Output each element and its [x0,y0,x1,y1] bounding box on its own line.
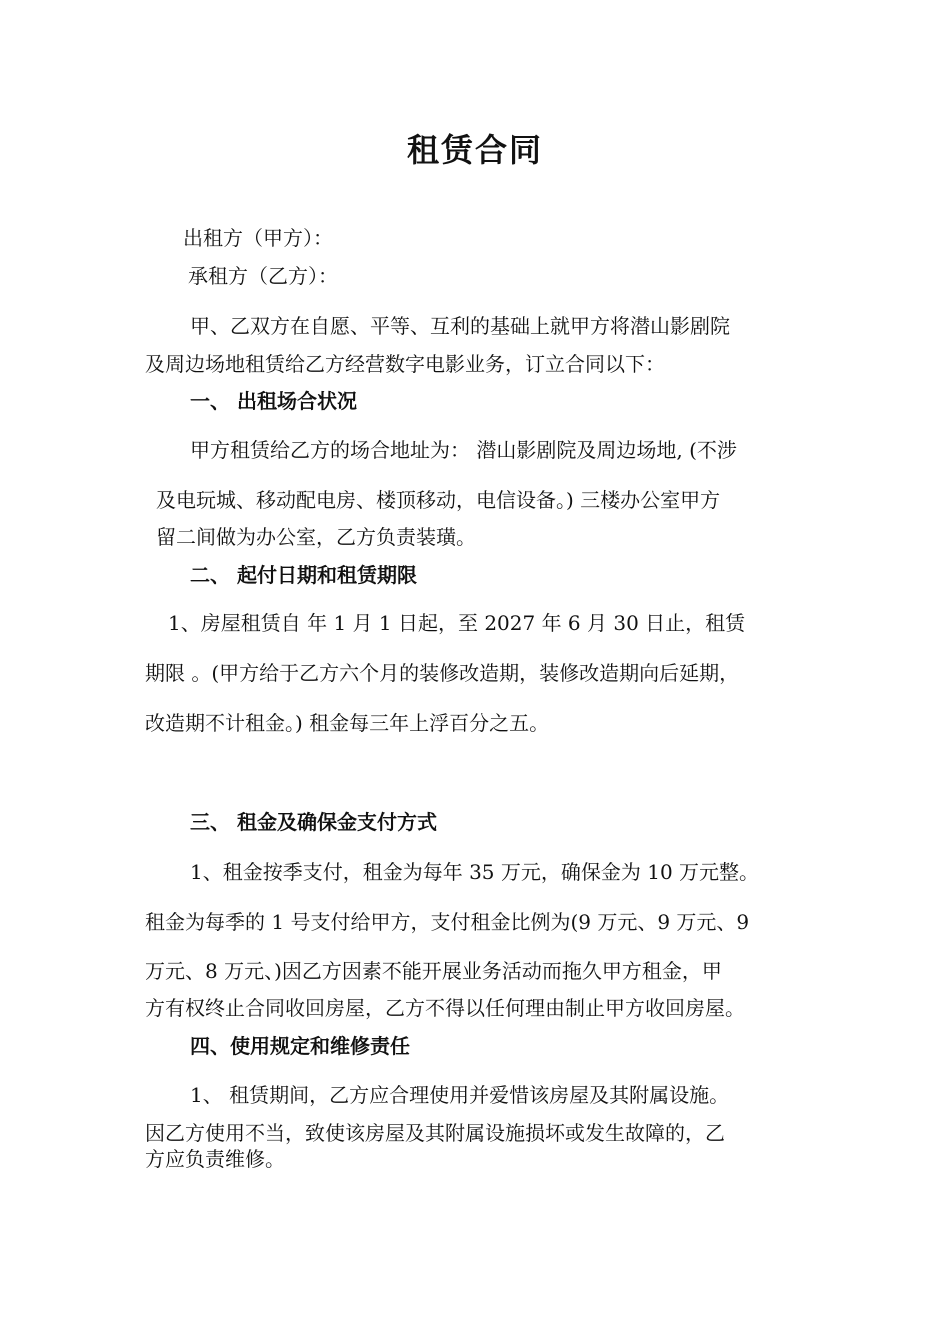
section-2-line-3: 改造期不计租金。) 租金每三年上浮百分之五。 [145,711,550,735]
intro-line-1: 甲、乙双方在自愿、平等、互利的基础上就甲方将潜山影剧院 [190,314,730,338]
section-3-line-3: 万元、8 万元、)因乙方因素不能开展业务活动而拖久甲方租金，甲 [145,959,722,983]
section-1-heading: 一、 出租场合状况 [190,389,357,413]
section-4-line-2: 因乙方使用不当，致使该房屋及其附属设施损坏或发生故障的，乙 [145,1121,725,1145]
section-3-line-2: 租金为每季的 1 号支付给甲方，支付租金比例为(9 万元、9 万元、9 [145,910,750,934]
section-4-line-1: 1、 租赁期间，乙方应合理使用并爱惜该房屋及其附属设施。 [190,1083,730,1107]
section-1-line-3: 留二间做为办公室，乙方负责装璜。 [156,525,476,549]
lessee-line: 承租方（乙方）： [188,264,338,288]
section-2-line-2: 期限 。(甲方给于乙方六个月的装修改造期，装修改造期向后延期， [145,661,740,685]
section-1-line-2: 及电玩城、移动配电房、楼顶移动，电信设备。) 三楼办公室甲方 [156,488,721,512]
document-title: 租赁合同 [406,131,543,169]
lessor-line: 出租方（甲方）： [183,226,333,250]
section-3-line-1: 1、租金按季支付，租金为每年 35 万元，确保金为 10 万元整。 [190,860,760,884]
section-1-line-1: 甲方租赁给乙方的场合地址为： 潜山影剧院及周边场地, (不涉 [190,438,737,462]
section-2-heading: 二、 起付日期和租赁期限 [190,563,417,587]
section-3-line-4: 方有权终止合同收回房屋，乙方不得以任何理由制止甲方收回房屋。 [145,996,745,1020]
section-2-line-1: 1、房屋租赁自 年 1 月 1 日起，至 2027 年 6 月 30 日止，租赁 [168,611,746,635]
section-3-heading: 三、 租金及确保金支付方式 [190,810,437,834]
section-4-line-3: 方应负责维修。 [145,1147,285,1171]
section-4-heading: 四、使用规定和维修责任 [190,1034,410,1058]
intro-line-2: 及周边场地租赁给乙方经营数字电影业务，订立合同以下： [145,352,665,376]
